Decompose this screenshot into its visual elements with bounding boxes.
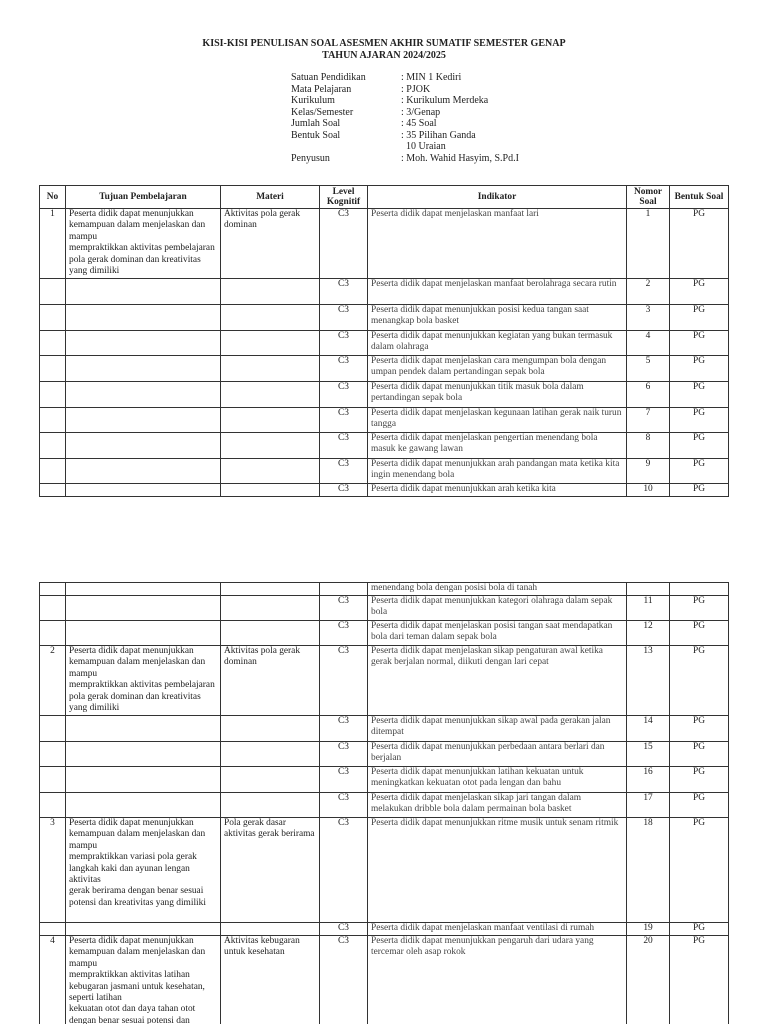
cell-tujuan	[66, 923, 221, 936]
table-row	[40, 279, 729, 305]
cell-level: C3	[320, 279, 368, 305]
meta-value: : 35 Pilihan Ganda	[401, 129, 476, 141]
cell-indikator: Peserta didik dapat menjelaskan pengertian menendang bola masuk ke gawang lawan	[368, 433, 627, 459]
table-row	[40, 459, 729, 484]
cell-no	[40, 305, 66, 331]
col-level-header: Level Kognitif	[320, 186, 368, 209]
cell-level: C3	[320, 459, 368, 484]
cell-indikator: Peserta didik dapat menunjukkan ritme musik untuk senam ritmik	[368, 818, 627, 923]
cell-materi	[221, 583, 320, 596]
document-title	[0, 38, 768, 62]
cell-no	[40, 356, 66, 382]
title-line-2: TAHUN AJARAN 2024/2025	[322, 50, 446, 61]
cell-tujuan	[66, 356, 221, 382]
cell-nomor	[627, 583, 670, 596]
table-row	[40, 484, 729, 497]
cell-tujuan: Peserta didik dapat menunjukkan kemampuan dalam menjelaskan dan mampu mempraktikkan aktivitas pembelajaran pola gerak dominan dan kreativitas yang dimiliki	[66, 209, 221, 279]
cell-bentuk: PG	[670, 716, 729, 742]
col-bentuk-header: Bentuk Soal	[670, 186, 729, 209]
cell-indikator: Peserta didik dapat menunjukkan perbedaan antara berlari dan berjalan	[368, 742, 627, 767]
cell-bentuk: PG	[670, 818, 729, 923]
meta-value: : 3/Genap	[401, 106, 441, 118]
cell-level	[320, 583, 368, 596]
cell-materi	[221, 331, 320, 356]
table-row	[40, 596, 729, 621]
meta-value: : MIN 1 Kediri	[401, 72, 462, 83]
meta-label: Bentuk Soal	[291, 129, 341, 141]
table-row	[40, 209, 729, 279]
cell-tujuan	[66, 583, 221, 596]
cell-bentuk: PG	[670, 459, 729, 484]
cell-materi	[221, 356, 320, 382]
cell-no	[40, 433, 66, 459]
cell-materi	[221, 742, 320, 767]
cell-indikator: Peserta didik dapat menunjukkan titik masuk bola dalam pertandingan sepak bola	[368, 382, 627, 408]
meta-row	[291, 72, 519, 84]
cell-materi: Aktivitas pola gerak dominan	[221, 209, 320, 279]
cell-materi	[221, 408, 320, 433]
cell-nomor: 14	[627, 716, 670, 742]
table-row	[40, 583, 729, 596]
col-indikator-header: Indikator	[368, 186, 627, 209]
meta-value: 10 Uraian	[401, 141, 446, 152]
cell-materi	[221, 382, 320, 408]
cell-materi	[221, 484, 320, 497]
cell-level: C3	[320, 767, 368, 793]
cell-no: 2	[40, 646, 66, 716]
cell-no	[40, 382, 66, 408]
table-row	[40, 742, 729, 767]
cell-tujuan	[66, 596, 221, 621]
meta-row	[291, 84, 519, 96]
cell-tujuan	[66, 408, 221, 433]
table-row	[40, 382, 729, 408]
cell-bentuk: PG	[670, 646, 729, 716]
cell-bentuk: PG	[670, 742, 729, 767]
title-line-1: KISI-KISI PENULISAN SOAL ASESMEN AKHIR SUMATIF SEMESTER GENAP	[202, 38, 566, 49]
cell-level: C3	[320, 742, 368, 767]
cell-nomor: 4	[627, 331, 670, 356]
document-meta	[291, 72, 519, 164]
cell-no	[40, 596, 66, 621]
meta-label: Kurikulum	[291, 95, 335, 106]
cell-no	[40, 279, 66, 305]
cell-tujuan	[66, 793, 221, 818]
cell-bentuk: PG	[670, 305, 729, 331]
cell-bentuk: PG	[670, 382, 729, 408]
cell-bentuk: PG	[670, 923, 729, 936]
table-row	[40, 646, 729, 716]
cell-materi	[221, 279, 320, 305]
cell-indikator: Peserta didik dapat menunjukkan sikap awal pada gerakan jalan ditempat	[368, 716, 627, 742]
col-materi-header: Materi	[221, 186, 320, 209]
cell-no	[40, 716, 66, 742]
table-row	[40, 331, 729, 356]
cell-bentuk: PG	[670, 331, 729, 356]
cell-tujuan	[66, 459, 221, 484]
cell-tujuan	[66, 621, 221, 646]
cell-no	[40, 583, 66, 596]
cell-no: 1	[40, 209, 66, 279]
cell-nomor: 12	[627, 621, 670, 646]
meta-value: : 45 Soal	[401, 118, 437, 129]
cell-bentuk: PG	[670, 279, 729, 305]
cell-indikator: Peserta didik dapat menjelaskan sikap jari tangan dalam melakukan dribble bola dalam permainan bola basket	[368, 793, 627, 818]
cell-no	[40, 793, 66, 818]
table-header-row	[40, 186, 729, 209]
cell-indikator: Peserta didik dapat menjelaskan manfaat ventilasi di rumah	[368, 923, 627, 936]
meta-row	[291, 141, 519, 153]
col-tujuan-header: Tujuan Pembelajaran	[66, 186, 221, 209]
cell-indikator: Peserta didik dapat menunjukkan posisi kedua tangan saat menangkap bola basket	[368, 305, 627, 331]
cell-no	[40, 408, 66, 433]
cell-tujuan	[66, 742, 221, 767]
cell-no	[40, 621, 66, 646]
cell-level: C3	[320, 433, 368, 459]
meta-row	[291, 107, 519, 119]
meta-value: : Kurikulum Merdeka	[401, 95, 489, 106]
cell-indikator: Peserta didik dapat menunjukkan latihan kekuatan untuk meningkatkan kekuatan otot pada lengan dan bahu	[368, 767, 627, 793]
meta-value: : PJOK	[401, 83, 431, 95]
cell-no	[40, 459, 66, 484]
table-row	[40, 433, 729, 459]
cell-level: C3	[320, 305, 368, 331]
col-nomor-header: Nomor Soal	[627, 186, 670, 209]
cell-nomor: 5	[627, 356, 670, 382]
table-row	[40, 408, 729, 433]
cell-tujuan: Peserta didik dapat menunjukkan kemampuan dalam menjelaskan dan mampu mempraktikkan variasi pola gerak langkah kaki dan ayunan lengan aktivitas gerak berirama dengan benar sesuai potensi dan kreativitas yang dimiliki	[66, 818, 221, 923]
cell-nomor: 19	[627, 923, 670, 936]
meta-row	[291, 130, 519, 142]
table-row	[40, 356, 729, 382]
cell-tujuan	[66, 279, 221, 305]
cell-materi	[221, 305, 320, 331]
cell-tujuan	[66, 484, 221, 497]
cell-no	[40, 742, 66, 767]
cell-indikator: Peserta didik dapat menjelaskan kegunaan latihan gerak naik turun tangga	[368, 408, 627, 433]
cell-level: C3	[320, 818, 368, 923]
cell-no	[40, 484, 66, 497]
cell-bentuk	[670, 583, 729, 596]
cell-bentuk: PG	[670, 356, 729, 382]
cell-level: C3	[320, 923, 368, 936]
cell-nomor: 11	[627, 596, 670, 621]
cell-indikator: menendang bola dengan posisi bola di tanah	[368, 583, 627, 596]
table-row	[40, 923, 729, 936]
cell-nomor: 10	[627, 484, 670, 497]
cell-nomor: 20	[627, 936, 670, 1024]
cell-tujuan	[66, 716, 221, 742]
cell-indikator: Peserta didik dapat menjelaskan manfaat berolahraga secara rutin	[368, 279, 627, 305]
cell-materi	[221, 596, 320, 621]
cell-tujuan	[66, 331, 221, 356]
meta-label: Jumlah Soal	[291, 118, 341, 129]
cell-no	[40, 767, 66, 793]
cell-tujuan	[66, 433, 221, 459]
cell-level: C3	[320, 596, 368, 621]
cell-bentuk: PG	[670, 596, 729, 621]
cell-indikator: Peserta didik dapat menunjukkan kategori olahraga dalam sepak bola	[368, 596, 627, 621]
cell-indikator: Peserta didik dapat menunjukkan kegiatan yang bukan termasuk dalam olahraga	[368, 331, 627, 356]
cell-indikator: Peserta didik dapat menunjukkan arah ketika kita	[368, 484, 627, 497]
cell-bentuk: PG	[670, 621, 729, 646]
cell-no	[40, 331, 66, 356]
cell-indikator: Peserta didik dapat menunjukkan arah pandangan mata ketika kita ingin menendang bola	[368, 459, 627, 484]
cell-level: C3	[320, 331, 368, 356]
cell-level: C3	[320, 646, 368, 716]
cell-level: C3	[320, 408, 368, 433]
cell-indikator: Peserta didik dapat menjelaskan cara mengumpan bola dengan umpan pendek dalam pertandingan sepak bola	[368, 356, 627, 382]
table-row	[40, 716, 729, 742]
cell-materi: Aktivitas kebugaran untuk kesehatan	[221, 936, 320, 1024]
meta-label	[291, 141, 401, 153]
meta-row	[291, 118, 519, 130]
cell-indikator: Peserta didik dapat menunjukkan pengaruh dari udara yang tercemar oleh asap rokok	[368, 936, 627, 1024]
cell-bentuk: PG	[670, 408, 729, 433]
cell-indikator: Peserta didik dapat menjelaskan posisi tangan saat mendapatkan bola dari teman dalam sepak bola	[368, 621, 627, 646]
cell-level: C3	[320, 382, 368, 408]
meta-value: : Moh. Wahid Hasyim, S.Pd.I	[401, 152, 519, 164]
cell-materi: Pola gerak dasar aktivitas gerak berirama	[221, 818, 320, 923]
table-row	[40, 936, 729, 1024]
table-row	[40, 621, 729, 646]
cell-bentuk: PG	[670, 793, 729, 818]
cell-tujuan	[66, 767, 221, 793]
kisi-kisi-table-page-1	[39, 185, 729, 497]
cell-nomor: 3	[627, 305, 670, 331]
cell-materi	[221, 716, 320, 742]
cell-materi	[221, 459, 320, 484]
cell-level: C3	[320, 793, 368, 818]
cell-bentuk: PG	[670, 767, 729, 793]
cell-no	[40, 923, 66, 936]
cell-nomor: 18	[627, 818, 670, 923]
meta-row	[291, 95, 519, 107]
cell-tujuan: Peserta didik dapat menunjukkan kemampuan dalam menjelaskan dan mampu mempraktikkan aktivitas pembelajaran pola gerak dominan dan kreativitas yang dimiliki	[66, 646, 221, 716]
cell-level: C3	[320, 356, 368, 382]
cell-nomor: 1	[627, 209, 670, 279]
cell-level: C3	[320, 209, 368, 279]
cell-materi	[221, 621, 320, 646]
table-row	[40, 767, 729, 793]
table-row	[40, 818, 729, 923]
meta-label: Kelas/Semester	[291, 106, 354, 118]
cell-level: C3	[320, 936, 368, 1024]
kisi-kisi-table-page-2	[39, 582, 729, 1024]
col-no-header: No	[40, 186, 66, 209]
cell-materi	[221, 433, 320, 459]
cell-nomor: 9	[627, 459, 670, 484]
cell-level: C3	[320, 716, 368, 742]
table-row	[40, 793, 729, 818]
cell-materi	[221, 793, 320, 818]
cell-bentuk: PG	[670, 209, 729, 279]
cell-materi: Aktivitas pola gerak dominan	[221, 646, 320, 716]
cell-tujuan	[66, 305, 221, 331]
cell-bentuk: PG	[670, 936, 729, 1024]
cell-nomor: 17	[627, 793, 670, 818]
cell-nomor: 6	[627, 382, 670, 408]
cell-nomor: 7	[627, 408, 670, 433]
cell-no: 4	[40, 936, 66, 1024]
table-row	[40, 305, 729, 331]
meta-label: Satuan Pendidikan	[291, 72, 366, 83]
cell-indikator: Peserta didik dapat menjelaskan sikap pengaturan awal ketika gerak berjalan normal, diikuti dengan lari cepat	[368, 646, 627, 716]
cell-nomor: 2	[627, 279, 670, 305]
cell-no: 3	[40, 818, 66, 923]
cell-tujuan: Peserta didik dapat menunjukkan kemampuan dalam menjelaskan dan mampu mempraktikkan aktivitas latihan kebugaran jasmani untuk kesehatan, seperti latihan kekuatan otot dan daya tahan otot dengan benar sesuai potensi dan	[66, 936, 221, 1024]
cell-nomor: 8	[627, 433, 670, 459]
cell-tujuan	[66, 382, 221, 408]
cell-level: C3	[320, 621, 368, 646]
cell-materi	[221, 923, 320, 936]
cell-level: C3	[320, 484, 368, 497]
cell-nomor: 16	[627, 767, 670, 793]
cell-nomor: 15	[627, 742, 670, 767]
meta-label: Penyusun	[291, 152, 330, 164]
cell-bentuk: PG	[670, 433, 729, 459]
cell-materi	[221, 767, 320, 793]
cell-bentuk: PG	[670, 484, 729, 497]
cell-nomor: 13	[627, 646, 670, 716]
meta-row	[291, 153, 519, 165]
meta-label: Mata Pelajaran	[291, 83, 352, 95]
cell-indikator: Peserta didik dapat menjelaskan manfaat lari	[368, 209, 627, 279]
